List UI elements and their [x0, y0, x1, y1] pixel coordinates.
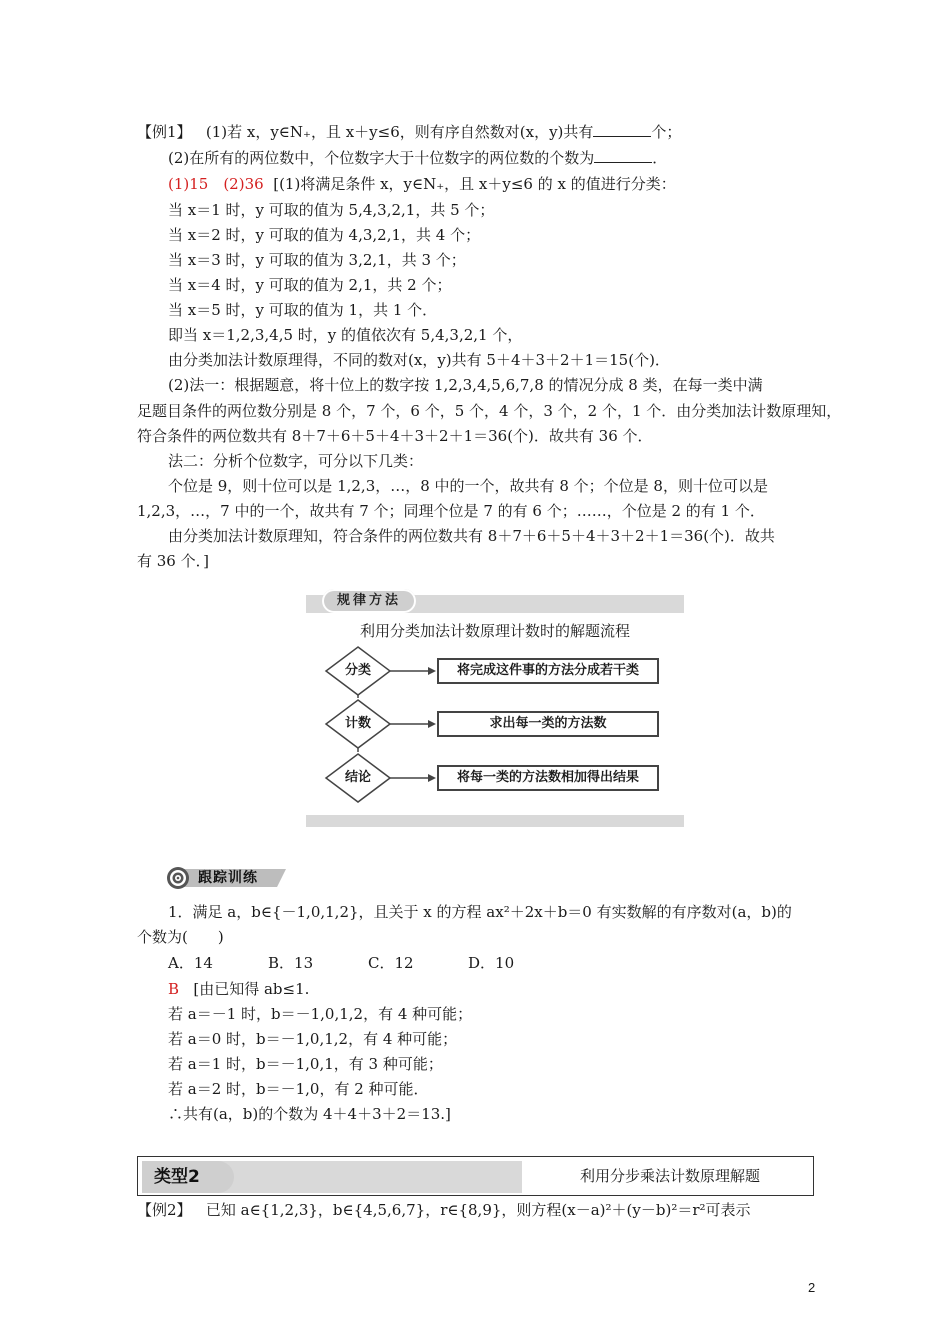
method2-line: 个位是 9，则十位可以是 1,2,3，…，8 中的一个，故共有 8 个；个位是 8，则十位可以是	[168, 477, 768, 495]
method-box-title: 利用分类加法计数原理计数时的解题流程	[359, 622, 630, 640]
training-answer-red: B	[168, 980, 180, 998]
example2-label: 【例2】	[137, 1201, 192, 1219]
page-number: 2	[808, 1280, 816, 1295]
example1-label: 【例1】	[137, 123, 192, 141]
type2-header	[137, 1156, 814, 1196]
method-box-footer-bar	[306, 815, 684, 827]
example1-answer	[168, 174, 676, 194]
answer-blank	[593, 122, 651, 137]
training-solution-line: 若 a＝0 时，b＝－1,0,1,2，有 4 种可能；	[168, 1030, 458, 1048]
step-label: 计数	[344, 716, 371, 731]
step-label: 结论	[344, 770, 371, 785]
training-solution-line: 若 a＝－1 时，b＝－1,0,1,2，有 4 种可能；	[168, 1005, 473, 1023]
option-b: B．13	[268, 954, 314, 972]
method1-line: (2)法一：根据题意，将十位上的数字按 1,2,3,4,5,6,7,8 的情况分成 8 类，在每一类中满	[168, 376, 763, 394]
example1-q1-text: (1)若 x，y∈N₊，且 x＋y≤6，则有序自然数对(x，y)共有	[205, 123, 594, 141]
training-solution-line: 若 a＝1 时，b＝－1,0,1，有 3 种可能；	[168, 1055, 443, 1073]
example1-answer-red: (1)15 (2)36	[168, 175, 264, 193]
example1-answer-rest: [(1)将满足条件 x，y∈N₊，且 x＋y≤6 的 x 的值进行分类：	[273, 175, 676, 193]
arrow-head-icon	[428, 720, 436, 728]
method-box-tab: 规律方法	[322, 589, 416, 613]
solution-line: 由分类加法计数原理得，不同的数对(x，y)共有 5＋4＋3＋2＋1＝15(个)．	[168, 351, 670, 369]
arrow-head-icon	[428, 774, 436, 782]
option-a: A．14	[168, 954, 213, 972]
example1-q1-tail: 个；	[651, 123, 682, 141]
example1-q2-text: (2)在所有的两位数中，个位数字大于十位数字的两位数的个数为	[168, 149, 595, 167]
answer-blank	[594, 148, 652, 163]
method1-line: 足题目条件的两位数分别是 8 个，7 个，6 个，5 个，4 个，3 个，2 个，1 个．由分类加法计数原理知，	[137, 402, 842, 420]
step-label: 分类	[344, 663, 371, 678]
target-icon	[166, 866, 192, 890]
training-solution-line: 若 a＝2 时，b＝－1,0，有 2 种可能．	[168, 1080, 429, 1098]
solution-line: 当 x＝3 时，y 可取的值为 3,2,1，共 3 个；	[168, 251, 466, 269]
method-box	[306, 595, 684, 827]
training-header	[166, 866, 286, 890]
example1-q2-tail: ．	[652, 149, 668, 167]
solution-line: 当 x＝4 时，y 可取的值为 2,1，共 2 个；	[168, 276, 452, 294]
option-d: D．10	[468, 954, 515, 972]
example2-text: 已知 a∈{1,2,3}，b∈{4,5,6,7}，r∈{8,9}，则方程(x－a)²＋(y－b)²＝r²可表示	[205, 1201, 751, 1219]
example1-question-2	[168, 148, 667, 168]
type2-title: 利用分步乘法计数原理解题	[579, 1167, 760, 1185]
example2-line	[137, 1200, 751, 1220]
solution-line: 即当 x＝1,2,3,4,5 时，y 的值依次有 5,4,3,2,1 个，	[168, 326, 523, 344]
step-result: 求出每一类的方法数	[437, 711, 659, 737]
training-options	[168, 953, 514, 973]
training-solution-line: ∴共有(a，b)的个数为 4＋4＋3＋2＝13.]	[168, 1105, 451, 1123]
method2-line: 1,2,3，…，7 中的一个，故共有 7 个；同理个位是 7 的有 6 个；……，个位是 2 的有 1 个．	[137, 502, 765, 520]
method2-line: 有 36 个．]	[137, 552, 209, 570]
solution-line: 当 x＝2 时，y 可取的值为 4,3,2,1，共 4 个；	[168, 226, 481, 244]
step-result: 将每一类的方法数相加得出结果	[437, 765, 659, 791]
option-c: C．12	[368, 954, 414, 972]
arrow-head-icon	[428, 667, 436, 675]
training-answer	[168, 979, 309, 999]
solution-line: 当 x＝5 时，y 可取的值为 1，共 1 个．	[168, 301, 438, 319]
solution-line: 当 x＝1 时，y 可取的值为 5,4,3,2,1，共 5 个；	[168, 201, 495, 219]
method2-line: 由分类加法计数原理知，符合条件的两位数共有 8＋7＋6＋5＋4＋3＋2＋1＝36(个)．故共	[168, 527, 775, 545]
training-title: 跟踪训练	[198, 870, 258, 886]
training-answer-rest: [由已知得 ab≤1.	[193, 980, 310, 998]
training-question-line: 个数为( )	[137, 928, 224, 946]
example1-question-1	[137, 122, 681, 142]
step-result: 将完成这件事的方法分成若干类	[437, 658, 659, 684]
method1-line: 符合条件的两位数共有 8＋7＋6＋5＋4＋3＋2＋1＝36(个)．故共有 36 个．	[137, 427, 653, 445]
training-question-line: 1．满足 a，b∈{－1,0,1,2}，且关于 x 的方程 ax²＋2x＋b＝0 有实数解的有序数对(a，b)的	[168, 903, 792, 921]
method2-line: 法二：分析个位数字，可分以下几类：	[168, 452, 424, 470]
type2-label: 类型2	[142, 1161, 234, 1193]
